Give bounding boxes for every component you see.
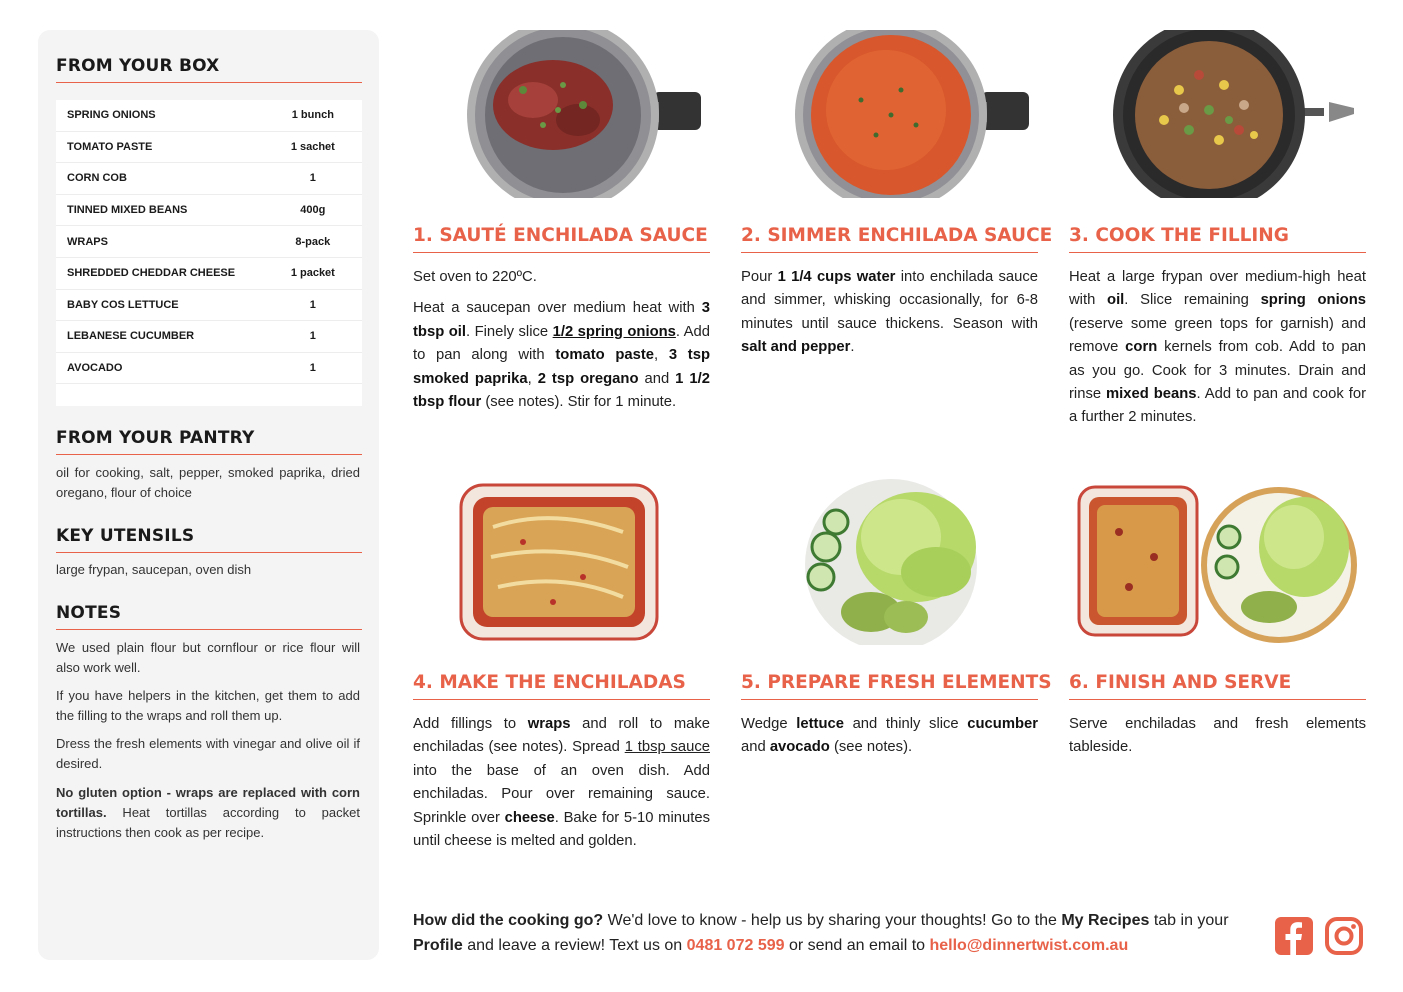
gluten-note-rest: Heat tortillas according to packet instructions then cook as per recipe. bbox=[56, 805, 360, 840]
step-5-p1 bbox=[741, 713, 1038, 760]
text: . Finely slice bbox=[465, 323, 553, 340]
ingredient-qty: 1 bunch bbox=[291, 109, 334, 122]
step-6-body bbox=[1069, 713, 1366, 768]
footer-bold: Profile bbox=[413, 937, 463, 954]
ingredients-sidebar bbox=[38, 30, 379, 960]
box-ingredients-table bbox=[56, 100, 362, 406]
feedback-footer bbox=[413, 908, 1263, 958]
ingredient-qty: 1 bbox=[309, 172, 316, 185]
text: tab in your bbox=[1149, 912, 1229, 929]
step-4-title: 4. MAKE THE ENCHILADAS bbox=[413, 672, 710, 700]
ingredient-underlined: 1 tbsp sauce bbox=[624, 739, 710, 756]
step-2-p1 bbox=[741, 266, 1038, 360]
step-6-title: 6. FINISH AND SERVE bbox=[1069, 672, 1366, 700]
note-text: Dress the fresh elements with vinegar and olive oil if desired. bbox=[56, 736, 360, 771]
ingredient-name: SPRING ONIONS bbox=[67, 109, 156, 122]
text: and thinly slice bbox=[843, 716, 968, 732]
ingredient-qty: 1 bbox=[309, 362, 316, 375]
ingredient-bold: corn bbox=[1125, 339, 1158, 356]
ingredient-bold: cucumber bbox=[967, 716, 1038, 732]
text: . Add to pan along with bbox=[413, 323, 710, 364]
from-your-box-heading: FROM YOUR BOX bbox=[56, 56, 362, 83]
ingredient-bold: cheese bbox=[504, 809, 555, 826]
ingredient-row bbox=[56, 163, 362, 195]
ingredient-name: LEBANESE CUCUMBER bbox=[67, 330, 195, 343]
gluten-note-bold: No gluten option - wraps are replaced with corn tortillas. bbox=[56, 785, 360, 820]
ingredient-name: CORN COB bbox=[67, 172, 127, 185]
ingredient-qty: 400g bbox=[300, 204, 326, 217]
facebook-icon[interactable] bbox=[1275, 917, 1313, 955]
text: . bbox=[850, 339, 855, 356]
text: , bbox=[527, 370, 538, 387]
text: Pour bbox=[741, 269, 778, 285]
step-2-title: 2. SIMMER ENCHILADA SAUCE bbox=[741, 225, 1038, 253]
ingredient-bold: salt and pepper bbox=[741, 339, 851, 356]
ingredient-name: AVOCADO bbox=[67, 362, 123, 375]
ingredient-row bbox=[56, 226, 362, 258]
text: and leave a review! Text us on bbox=[462, 937, 687, 954]
text: Heat a large frypan over medium-high heat with bbox=[1069, 269, 1366, 309]
step-3-photo bbox=[1069, 30, 1366, 198]
text: (reserve some green tops for garnish) and remove bbox=[1069, 315, 1366, 356]
step-5-photo bbox=[741, 477, 1038, 645]
ingredient-row bbox=[56, 321, 362, 353]
step-4-body bbox=[413, 713, 710, 861]
ingredient-qty: 1 bbox=[309, 330, 316, 343]
ingredient-row bbox=[56, 100, 362, 132]
note-text: We used plain flour but cornflour or rice flour will also work well. bbox=[56, 640, 360, 675]
footer-bold: How did the cooking go? bbox=[413, 912, 604, 929]
ingredient-bold: oil bbox=[1107, 292, 1125, 309]
text: and bbox=[638, 370, 676, 387]
ingredient-qty: 8-pack bbox=[295, 235, 331, 248]
ingredient-name: TOMATO PASTE bbox=[67, 140, 153, 153]
text: Heat a saucepan over medium heat with bbox=[413, 300, 702, 317]
step-6-p1: Serve enchiladas and fresh elements tableside. bbox=[1069, 716, 1366, 756]
gluten-note bbox=[56, 783, 360, 843]
instagram-icon[interactable] bbox=[1325, 917, 1363, 955]
ingredient-underlined: 1/2 spring onions bbox=[552, 323, 676, 340]
text: . Add to pan and cook for a further 2 minutes. bbox=[1069, 386, 1366, 426]
ingredient-bold: avocado bbox=[769, 739, 830, 756]
text: or send an email to bbox=[784, 937, 930, 954]
ingredient-bold: 1 1/4 cups water bbox=[777, 269, 896, 285]
text: into the base of an oven dish. Add enchiladas. Pour over remaining sauce. Sprinkle over bbox=[413, 762, 710, 826]
step-3-body bbox=[1069, 266, 1366, 438]
text: kernels from cob. Add to pan as you go. Cook for 3 minutes. Drain and rinse bbox=[1069, 339, 1367, 403]
step-2-body bbox=[741, 266, 1038, 368]
ingredient-bold: 3 tbsp oil bbox=[413, 300, 710, 340]
step-3-title: 3. COOK THE FILLING bbox=[1069, 225, 1366, 253]
step-1-photo bbox=[413, 30, 710, 198]
footer-bold: My Recipes bbox=[1061, 912, 1150, 929]
ingredient-row bbox=[56, 290, 362, 322]
ingredient-row bbox=[56, 195, 362, 227]
ingredient-row bbox=[56, 132, 362, 164]
text: . Slice remaining bbox=[1124, 292, 1261, 309]
text: . Bake for 5-10 minutes until cheese is melted and golden. bbox=[413, 809, 710, 850]
ingredient-name: SHREDDED CHEDDAR CHEESE bbox=[67, 267, 236, 280]
text: (see notes). Stir for 1 minute. bbox=[481, 394, 677, 411]
step-2-photo bbox=[741, 30, 1038, 198]
ingredient-qty: 1 packet bbox=[290, 267, 335, 280]
step-6-photo bbox=[1069, 477, 1366, 645]
ingredient-name: BABY COS LETTUCE bbox=[67, 298, 179, 311]
ingredient-row bbox=[56, 258, 362, 290]
step-3-p1 bbox=[1069, 266, 1366, 430]
pantry-text: oil for cooking, salt, pepper, smoked paprika, dried oregano, flour of choice bbox=[56, 465, 360, 500]
step-5-body bbox=[741, 713, 1038, 768]
ingredient-row bbox=[56, 353, 362, 385]
ingredient-bold: tomato paste bbox=[555, 347, 655, 364]
ingredient-qty: 1 bbox=[309, 298, 316, 311]
from-your-pantry-heading: FROM YOUR PANTRY bbox=[56, 428, 362, 455]
text: into enchilada sauce and simmer, whisking occasionally, for 6-8 minutes until sauce thickens. Season with bbox=[741, 269, 1039, 332]
utensils-text: large frypan, saucepan, oven dish bbox=[56, 562, 252, 577]
step-5-title: 5. PREPARE FRESH ELEMENTS bbox=[741, 672, 1038, 700]
ingredient-bold: 2 tsp oregano bbox=[537, 370, 639, 387]
text: Add fillings to bbox=[413, 716, 528, 732]
ingredient-qty: 1 sachet bbox=[290, 140, 335, 153]
step-4-p1 bbox=[413, 713, 710, 853]
text: , bbox=[654, 347, 669, 364]
notes-heading: NOTES bbox=[56, 603, 362, 630]
step-1-title: 1. SAUTÉ ENCHILADA SAUCE bbox=[413, 225, 710, 253]
ingredient-bold: wraps bbox=[527, 716, 571, 732]
key-utensils-heading: KEY UTENSILS bbox=[56, 526, 362, 553]
email-link[interactable]: hello@dinnertwist.com.au bbox=[929, 937, 1129, 954]
step-4-photo bbox=[413, 477, 710, 645]
ingredient-bold: 3 tsp smoked paprika bbox=[413, 347, 710, 387]
text: We'd love to know - help us by sharing your thoughts! Go to the bbox=[603, 912, 1062, 929]
ingredient-bold: mixed beans bbox=[1106, 386, 1197, 403]
text: and roll to make enchiladas (see notes). Spread bbox=[413, 716, 710, 756]
ingredient-bold: lettuce bbox=[796, 716, 844, 732]
text: (see notes). bbox=[829, 739, 913, 756]
ingredient-bold: 1 1/2 tbsp flour bbox=[413, 370, 710, 411]
ingredient-name: WRAPS bbox=[67, 235, 108, 248]
note-text: If you have helpers in the kitchen, get them to add the filling to the wraps and roll them up. bbox=[56, 688, 360, 723]
phone-number[interactable]: 0481 072 599 bbox=[686, 937, 785, 954]
step-1-body bbox=[413, 266, 710, 422]
ingredient-name: TINNED MIXED BEANS bbox=[67, 204, 188, 217]
step-1-p2 bbox=[413, 297, 710, 414]
step-1-p1: Set oven to 220ºC. bbox=[413, 269, 537, 285]
ingredient-bold: spring onions bbox=[1260, 292, 1366, 309]
text: Wedge bbox=[741, 716, 797, 732]
text: and bbox=[741, 739, 770, 756]
